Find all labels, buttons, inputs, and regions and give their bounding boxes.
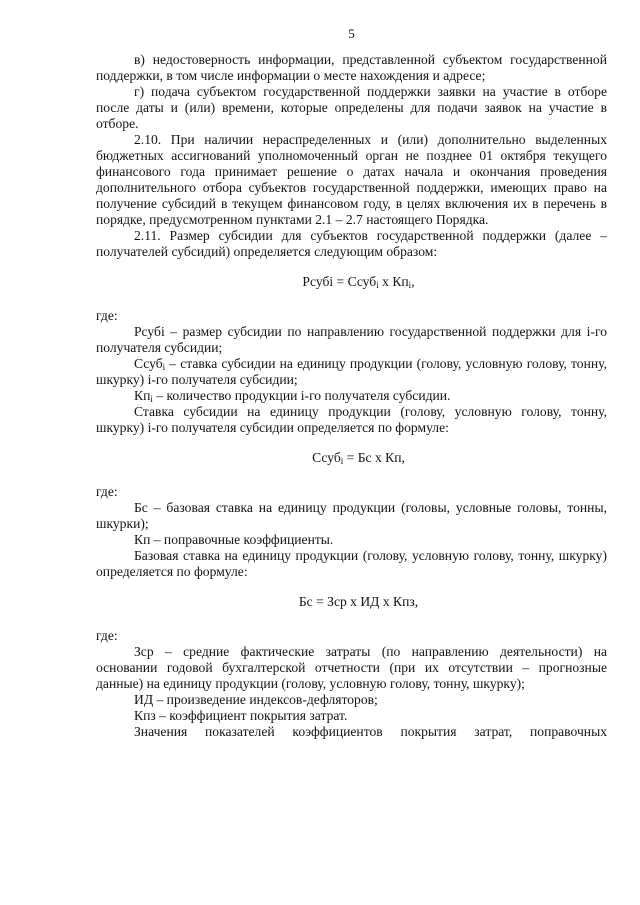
formula2-rest: = Бс х Кп, — [343, 450, 405, 465]
ssub-text: – ставка субсидии на единицу продукции (голову, условную голову, тонну, шкурку) i-го получателя субсидии; — [96, 356, 607, 387]
ssub-symbol: Ссуб — [134, 356, 163, 371]
formula2-left: Ссуб — [312, 450, 341, 465]
formula1-mid: х Кп — [378, 274, 409, 289]
formula1-sub1: i — [376, 280, 379, 290]
definition-bs: Бс – базовая ставка на единицу продукции (головы, условные головы, тонны, шкурки); — [96, 500, 607, 531]
where-label-3: где: — [96, 628, 118, 643]
formula2-sub: i — [340, 456, 344, 466]
paragraph-values-continued: Значения показателей коэффициентов покрытия затрат, поправочных — [134, 724, 607, 739]
paragraph-2-10: 2.10. При наличии нераспределенных и (или) дополнительно выделенных бюджетных ассигнований уполномоченный орган не позднее 01 октября текущего финансового года принимает решение о датах начала и окончания проведения дополнительного отбора субъектов государственной поддержки, имеющих право на получение субсидий в текущем финансовом году, в целях включения их в перечень в порядке, предусмотренном пунктами 2.1 – 2.7 настоящего Порядка. — [96, 132, 607, 227]
formula-subsidy-size — [96, 274, 607, 290]
where-label-2: где: — [96, 484, 118, 499]
formula-base-rate: Бс = Зср х ИД х Кпз, — [298, 594, 419, 609]
definition-rsub: Рсубi – размер субсидии по направлению государственной поддержки для i-го получателя субсидии; — [96, 324, 607, 355]
ssub-index: i — [162, 362, 166, 372]
formula-subsidy-rate — [96, 450, 607, 466]
definition-ssub — [96, 356, 607, 388]
paragraph-2-11: 2.11. Размер субсидии для субъектов государственной поддержки (далее – получателей субсидий) определяется следующим образом: — [96, 228, 607, 259]
paragraph-item-g: г) подача субъектом государственной поддержки заявки на участие в отборе после даты и (или) времени, которые определены для подачи заявок на участие в отборе. — [96, 84, 607, 131]
kp-text: – количество продукции i-го получателя субсидии. — [152, 388, 451, 403]
kp-symbol: Кп — [134, 388, 151, 403]
paragraph-base-rate-intro: Базовая ставка на единицу продукции (голову, условную голову, тонну, шкурку) определяется по формуле: — [96, 548, 607, 579]
formula1-tail: , — [411, 274, 415, 289]
kp-index: i — [150, 394, 153, 404]
paragraph-item-v: в) недостоверность информации, представленной субъектом государственной поддержки, в том числе информации о месте нахождения и адресе; — [96, 52, 607, 83]
formula1-sub2: i — [408, 280, 412, 290]
paragraph-rate-formula-intro: Ставка субсидии на единицу продукции (голову, условную голову, тонну, шкурку) i-го получателя субсидии определяется по формуле: — [96, 404, 607, 435]
formula1-left: Рсубi = Ссуб — [302, 274, 377, 289]
definition-kp-coefficients: Кп – поправочные коэффициенты. — [134, 532, 334, 547]
document-page — [96, 26, 607, 740]
page-number: 5 — [348, 26, 355, 41]
definition-kpz: Кпз – коэффициент покрытия затрат. — [134, 708, 348, 723]
definition-kp — [96, 388, 607, 404]
definition-zsr: Зср – средние фактические затраты (по направлению деятельности) на основании годовой бухгалтерской отчетности (при их отсутствии – прогнозные данные) на единицу продукции (голову, условную голову, тонну, шкурку); — [96, 644, 607, 691]
definition-id: ИД – произведение индексов-дефляторов; — [134, 692, 378, 707]
where-label-1: где: — [96, 308, 118, 323]
